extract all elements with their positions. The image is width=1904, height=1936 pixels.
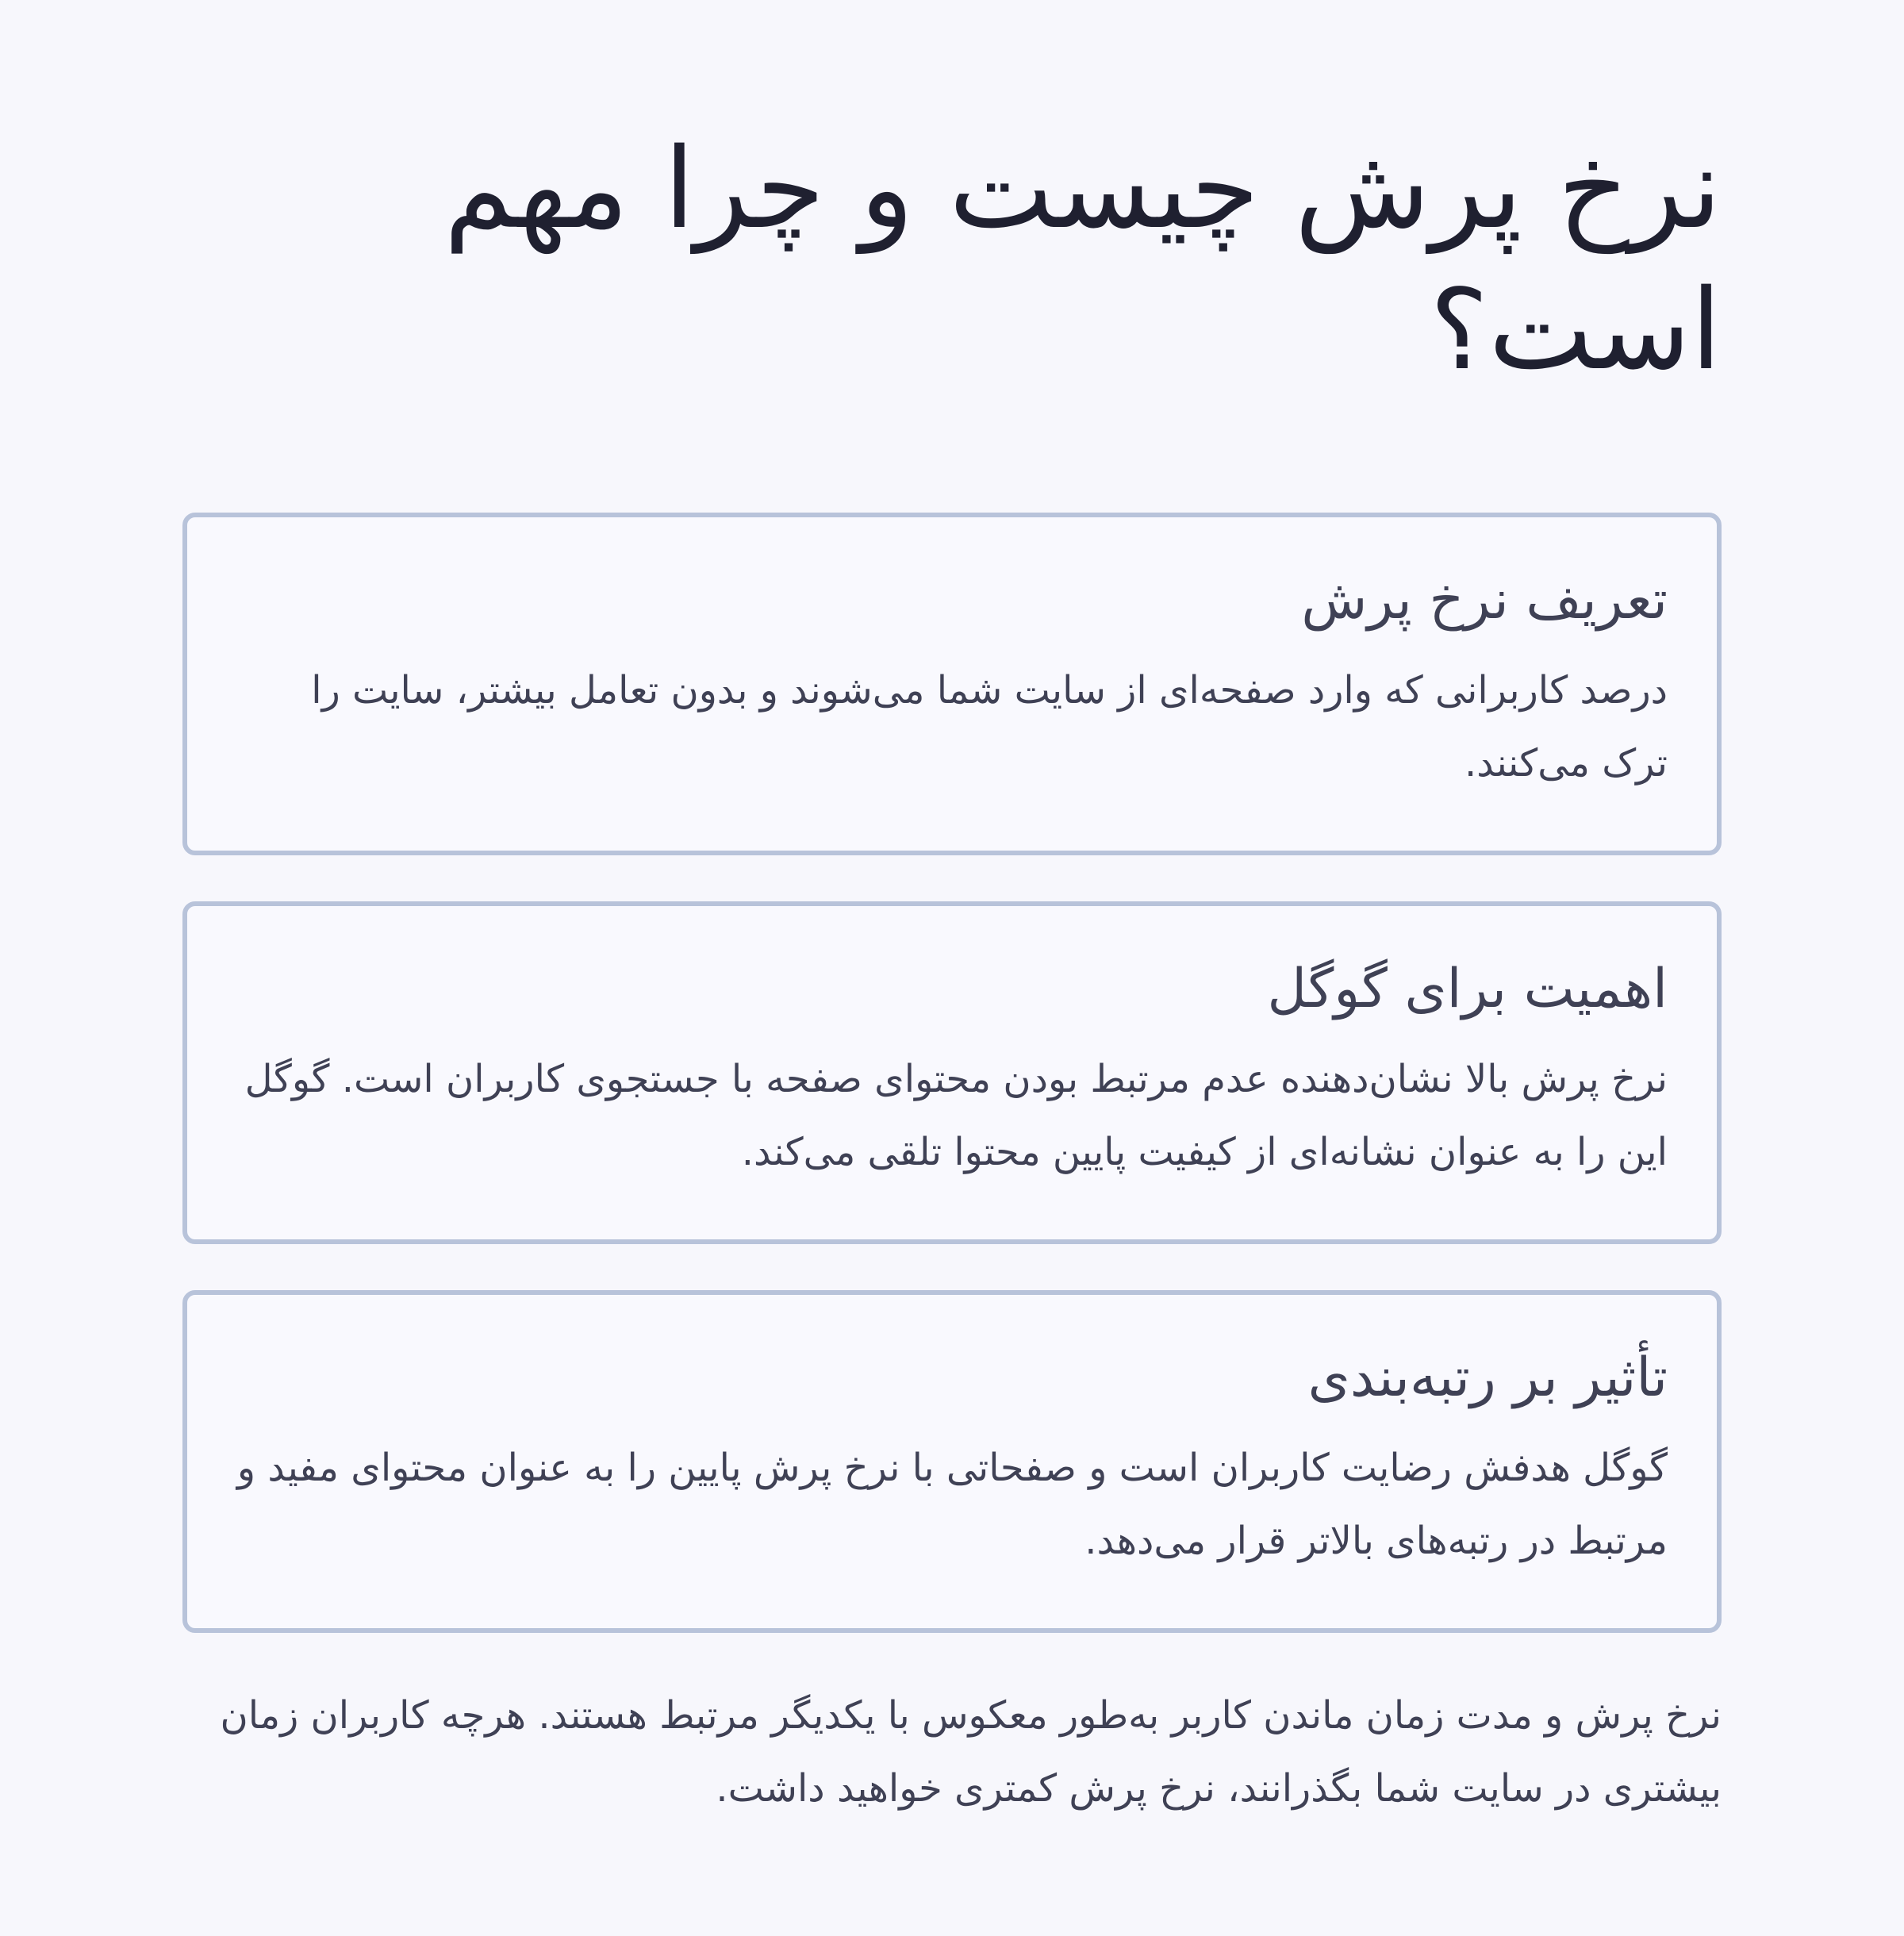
card-ranking-impact	[182, 1290, 1722, 1633]
card-body: نرخ پرش بالا نشان‌دهنده عدم مرتبط بودن محتوای صفحه با جستجوی کاربران است. گوگل این را به عنوان نشانه‌ای از کیفیت پایین محتوا تلقی می‌کند.	[244, 1057, 1668, 1174]
card-title: اهمیت برای گوگل	[1267, 958, 1668, 1020]
card-title: تعریف نرخ پرش	[1301, 569, 1668, 632]
page-title: نرخ پرش چیست و چرا مهم است؟	[443, 125, 1722, 395]
card-importance-for-google	[182, 901, 1722, 1244]
card-body: گوگل هدفش رضایت کاربران است و صفحاتی با نرخ پرش پایین را به عنوان محتوای مفید و مرتبط در رتبه‌های بالاتر قرار می‌دهد.	[236, 1446, 1668, 1563]
card-body: درصد کاربرانی که وارد صفحه‌ای از سایت شما می‌شوند و بدون تعامل بیشتر، سایت را ترک می‌کنند.	[311, 668, 1668, 786]
summary-paragraph: نرخ پرش و مدت زمان ماندن کاربر به‌طور معکوس با یکدیگر مرتبط هستند. هرچه کاربران زمان بیشتری در سایت شما بگذرانند، نرخ پرش کمتری خواهید داشت.	[220, 1693, 1722, 1811]
card-definition	[182, 513, 1722, 855]
card-title: تأثیر بر رتبه‌بندی	[1307, 1346, 1668, 1409]
